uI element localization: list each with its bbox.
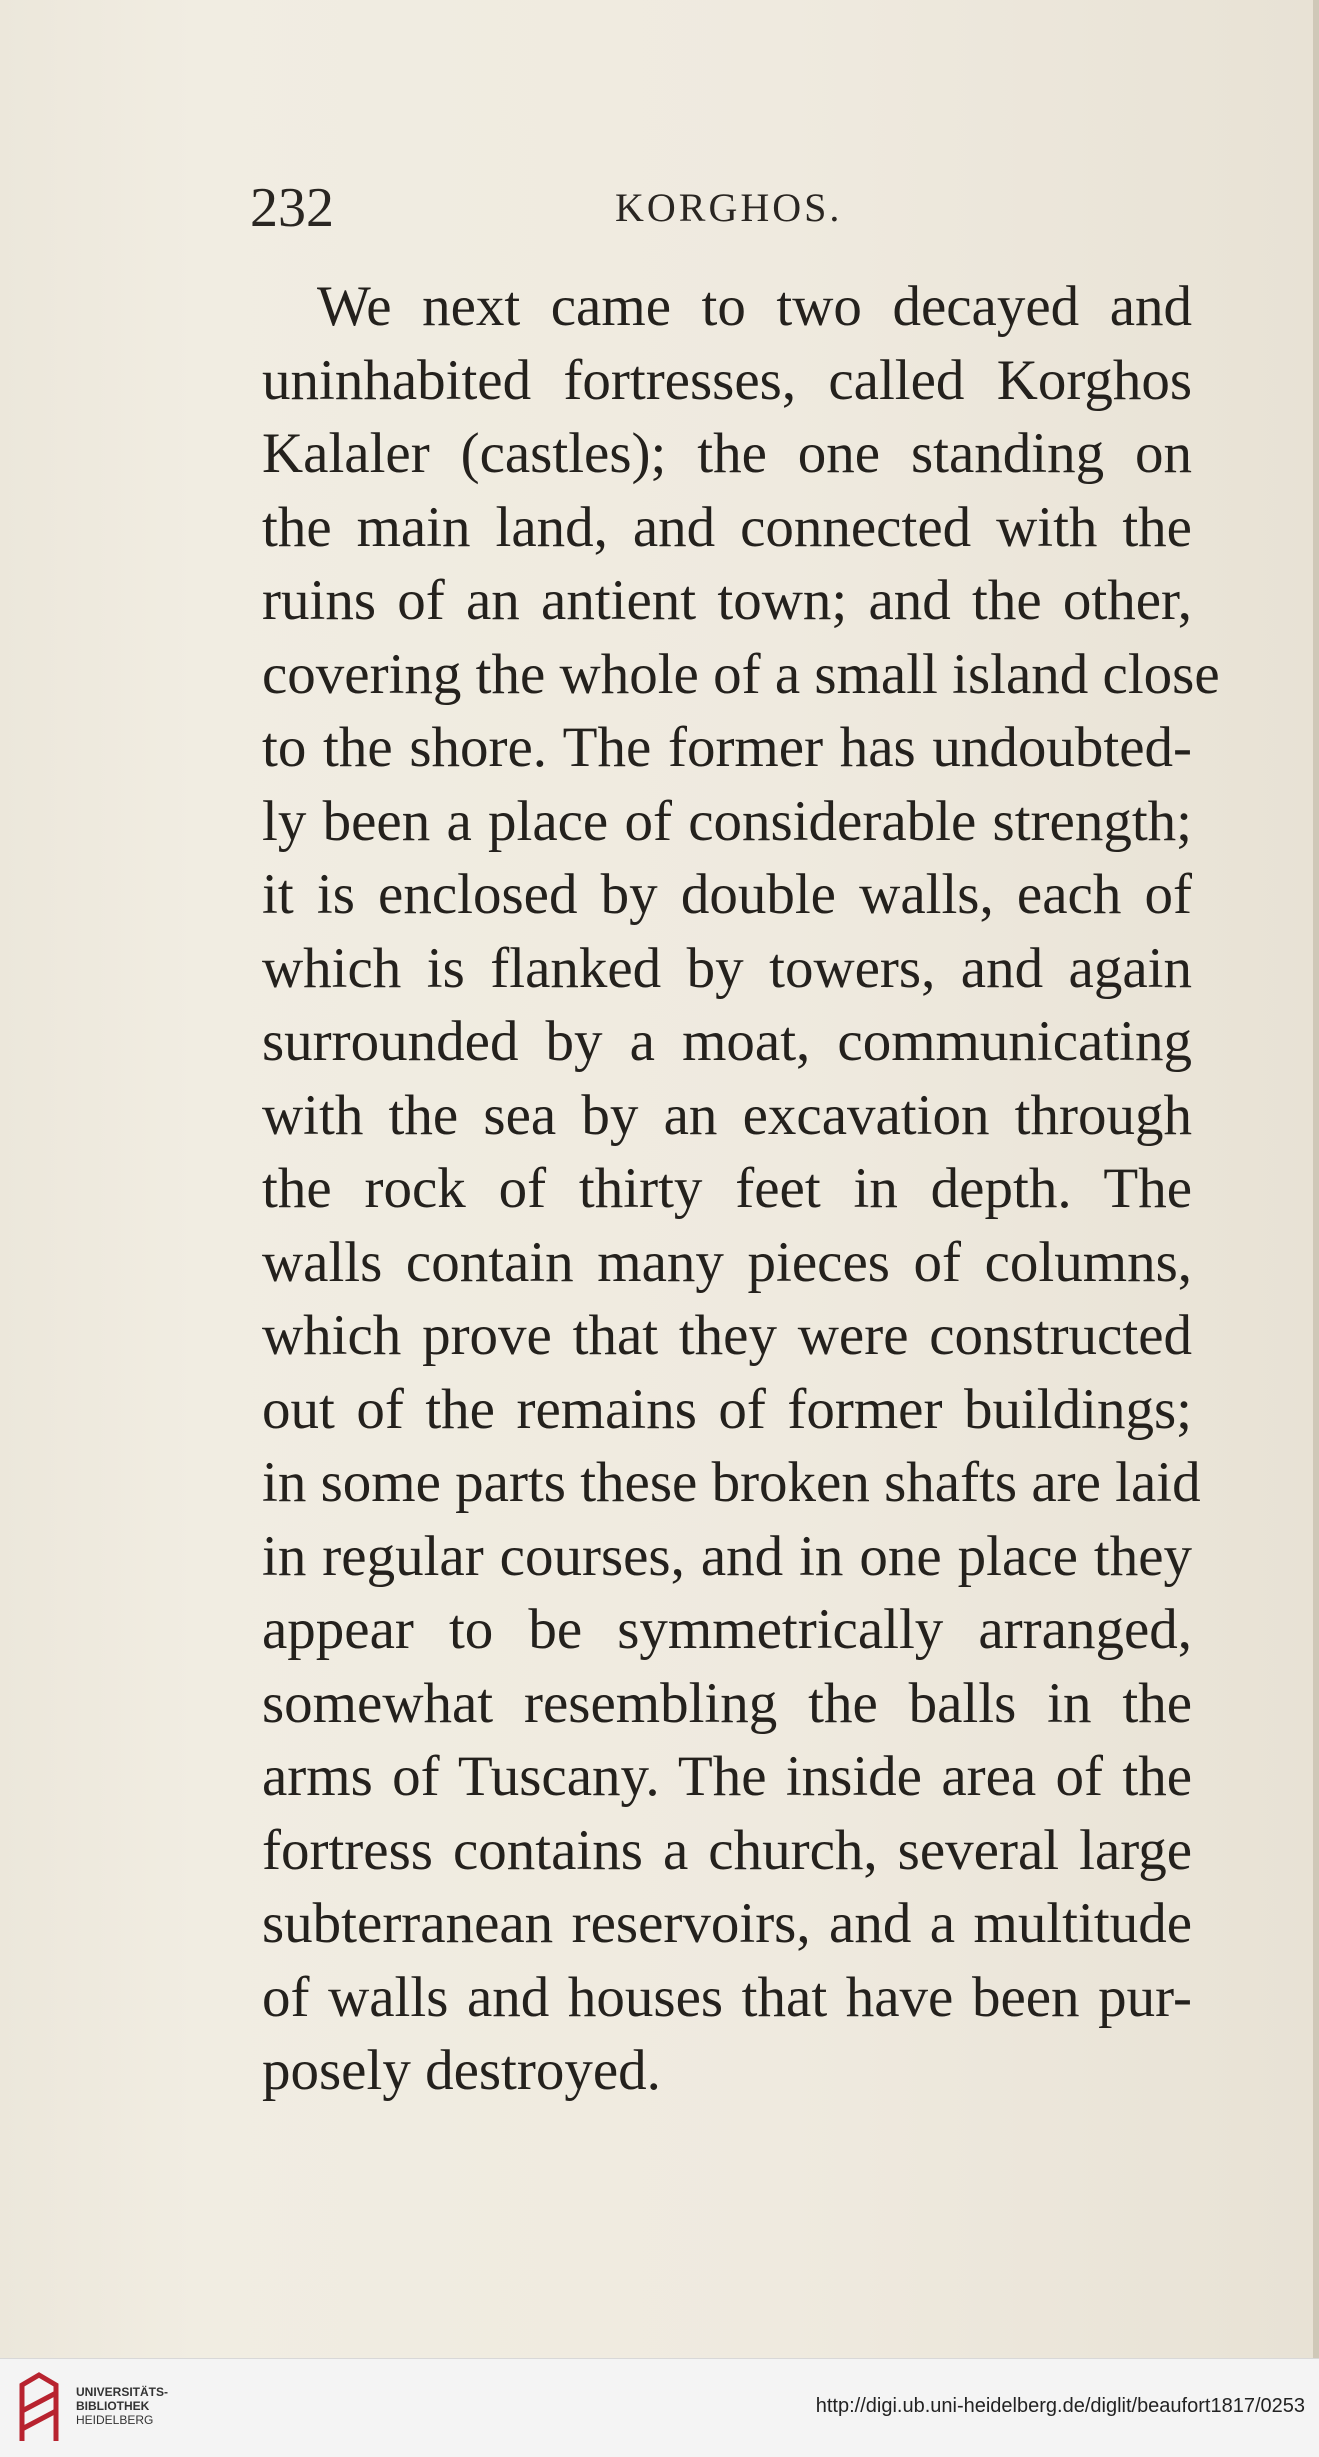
text-line: in some parts these broken shafts are laid	[262, 1451, 1201, 1514]
text-line: the rock of thirty feet in depth. The	[262, 1157, 1192, 1220]
text-line: it is enclosed by double walls, each of	[262, 863, 1192, 926]
text-line: covering the whole of a small island close	[262, 642, 1220, 706]
permalink-url[interactable]: http://digi.ub.uni-heidelberg.de/diglit/beaufort1817/0253	[815, 2395, 1305, 2417]
text-line: posely destroyed.	[262, 2039, 661, 2102]
text-line: ly been a place of considerable strength;	[262, 789, 1192, 853]
text-line: uninhabited fortresses, called Korghos	[262, 348, 1192, 412]
text-line: in regular courses, and in one place they	[262, 1524, 1192, 1588]
library-logo-icon	[14, 2371, 64, 2445]
text-line: which prove that they were constructed	[262, 1304, 1192, 1367]
text-line: somewhat resembling the balls in the	[262, 1671, 1192, 1735]
text-line: arms of Tuscany. The inside area of the	[262, 1745, 1192, 1808]
library-name-line: UNIVERSITÄTS-	[76, 2385, 169, 2399]
text-line: which is flanked by towers, and again	[262, 936, 1192, 1000]
text-line: of walls and houses that have been pur-	[262, 1965, 1192, 2029]
text-line: fortress contains a church, several large	[262, 1818, 1192, 1882]
text-line: with the sea by an excavation through	[262, 1083, 1192, 1147]
page-number: 232	[250, 177, 334, 239]
text-line: to the shore. The former has undoubted-	[262, 716, 1192, 779]
text-line: We next came to two decayed and	[317, 275, 1192, 338]
library-name-line: BIBLIOTHEK	[76, 2399, 150, 2413]
text-line: walls contain many pieces of columns,	[262, 1230, 1192, 1294]
library-name	[76, 2385, 168, 2427]
library-name-line: HEIDELBERG	[76, 2413, 154, 2427]
text-line: Kalaler (castles); the one standing on	[262, 422, 1192, 485]
library-footer	[0, 2358, 1319, 2457]
running-head	[250, 176, 1173, 246]
text-line: appear to be symmetrically arranged,	[262, 1598, 1192, 1661]
text-line: subterranean reservoirs, and a multitude	[262, 1892, 1192, 1955]
text-line: the main land, and connected with the	[262, 495, 1192, 559]
text-line: ruins of an antient town; and the other,	[262, 569, 1192, 632]
text-line: out of the remains of former buildings;	[262, 1377, 1192, 1441]
text-line: surrounded by a moat, communicating	[262, 1010, 1192, 1073]
body-paragraph	[262, 270, 1220, 2108]
running-title: KORGHOS.	[615, 185, 843, 230]
